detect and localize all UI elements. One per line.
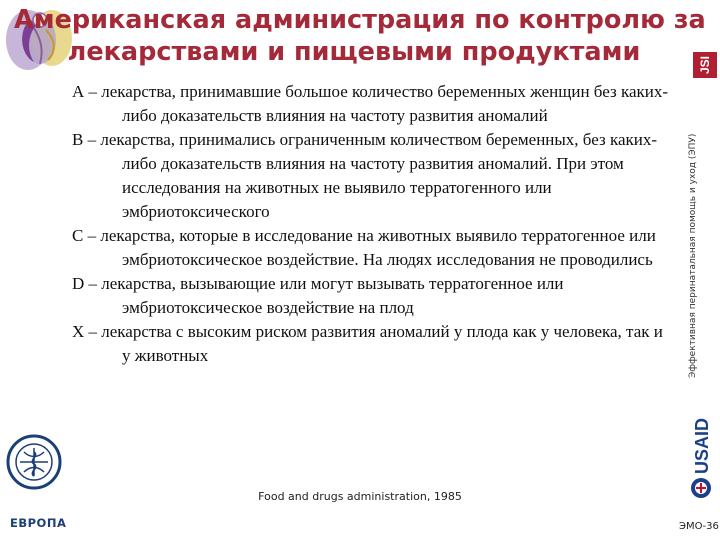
jsi-logo: JSI (693, 52, 717, 78)
category-list (72, 80, 672, 368)
slide-id: ЭМО-36 (679, 521, 719, 532)
program-vertical-label: Эффективная перинатальная помощь и уход (ЭПУ) (688, 133, 698, 378)
category-a: А – лекарства, принимавшие большое количество беременных женщин без каких-либо доказательств влияния на частоту развития аномалий (72, 82, 669, 125)
category-d: D – лекарства, вызывающие или могут вызывать терратогенное или эмбриотоксическое воздействие на плод (72, 274, 564, 317)
usaid-logo (686, 404, 716, 500)
slide-title-line-2: лекарствами и пищевыми продуктами (67, 37, 641, 67)
source-citation: Food and drugs administration, 1985 (258, 490, 462, 503)
slide-title (14, 4, 706, 68)
category-b: В – лекарства, принимались ограниченным количеством беременных, без каких-либо доказательств влияния на частоту развития аномалий. При этом исследования на животных не выявило терратогенного или эмбриотоксического (72, 130, 658, 221)
category-x: Х – лекарства с высоким риском развития аномалий у плода как у человека, так и у животных (72, 322, 663, 365)
usaid-logo-text: USAID (692, 417, 712, 474)
category-c: С – лекарства, которые в исследование на животных выявило терратогенное или эмбриотоксическое воздействие. На людях исследования не проводились (72, 226, 656, 269)
slide-title-line-1: Американская администрация по контролю за (14, 5, 706, 35)
who-europe-label: ЕВРОПА (10, 516, 67, 530)
